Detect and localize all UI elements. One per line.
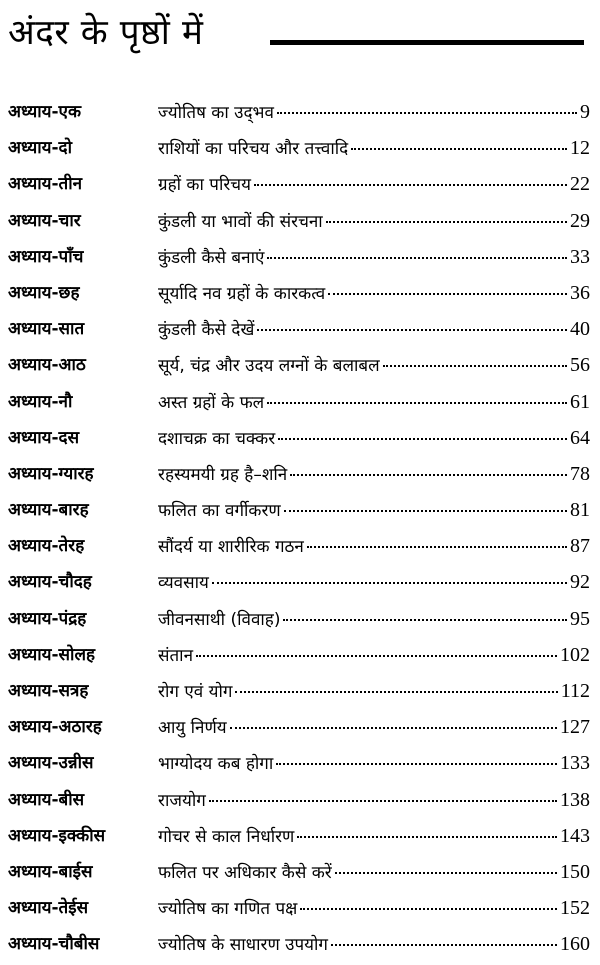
toc-entry xyxy=(158,786,590,815)
chapter-label: अध्याय-सत्रह xyxy=(8,681,89,701)
dot-leader xyxy=(257,329,567,331)
page-header xyxy=(8,8,592,58)
chapter-title: फलित पर अधिकार कैसे करें xyxy=(158,862,332,883)
toc-entry xyxy=(158,749,590,778)
toc-entry xyxy=(158,134,590,163)
chapter-label: अध्याय-पाँच xyxy=(8,246,84,267)
chapter-title: ज्योतिष के साधारण उपयोग xyxy=(158,935,328,956)
toc-row xyxy=(8,168,592,204)
page-number: 150 xyxy=(560,860,590,883)
chapter-title: भाग्योदय कब होगा xyxy=(158,754,274,775)
toc-row xyxy=(8,603,592,639)
dot-leader xyxy=(212,582,567,584)
toc-row xyxy=(8,820,592,856)
toc-entry xyxy=(158,822,590,851)
toc-row xyxy=(8,205,592,241)
chapter-title: ग्रहों का परिचय xyxy=(158,175,251,196)
toc-row xyxy=(8,566,592,602)
toc-entry xyxy=(158,894,590,923)
chapter-label: अध्याय-चार xyxy=(8,210,81,231)
chapter-title: फलित का वर्गीकरण xyxy=(158,501,281,522)
chapter-label: अध्याय-तेरह xyxy=(8,536,85,557)
toc-row xyxy=(8,675,592,711)
chapter-title: अस्त ग्रहों के फल xyxy=(158,392,265,413)
dot-leader xyxy=(277,112,577,114)
dot-leader xyxy=(290,474,567,476)
toc-entry xyxy=(158,315,590,344)
chapter-label: अध्याय-दो xyxy=(8,138,72,159)
page-number: 40 xyxy=(570,318,590,341)
chapter-title: दशाचक्र का चक्कर xyxy=(158,428,276,449)
toc-entry xyxy=(158,388,590,417)
chapter-title: राजयोग xyxy=(158,790,206,811)
page-number: 61 xyxy=(570,390,590,413)
chapter-title: संतान xyxy=(158,645,194,666)
chapter-label: अध्याय-अठारह xyxy=(8,717,102,738)
chapter-label: अध्याय-चौदह xyxy=(8,572,92,593)
toc-row xyxy=(8,494,592,530)
page-number: 127 xyxy=(560,716,590,739)
toc-entry xyxy=(158,424,590,453)
page-number: 29 xyxy=(570,209,590,232)
chapter-title: ज्योतिष का उद्‌भव xyxy=(158,103,274,123)
toc-row xyxy=(8,313,592,349)
dot-leader xyxy=(254,184,567,186)
page-number: 112 xyxy=(560,680,590,702)
dot-leader xyxy=(278,438,567,440)
page-number: 87 xyxy=(570,535,590,558)
toc-entry xyxy=(158,351,590,380)
toc-row xyxy=(8,458,592,494)
chapter-title: सौंदर्य या शारीरिक गठन xyxy=(158,537,304,558)
chapter-title: जीवनसाथी (विवाह) xyxy=(158,609,281,630)
chapter-title: रहस्यमयी ग्रह है–शनि xyxy=(158,464,288,485)
chapter-label: अध्याय-दस xyxy=(8,427,80,448)
chapter-title: आयु निर्णय xyxy=(158,718,227,739)
table-of-contents xyxy=(8,96,592,965)
chapter-title: रोग एवं योग xyxy=(158,682,233,702)
page-title: अंदर के पृष्ठों में xyxy=(8,13,204,53)
dot-leader xyxy=(196,655,557,657)
dot-leader xyxy=(297,836,557,838)
chapter-label: अध्याय-एक xyxy=(8,102,82,122)
page-number: 9 xyxy=(580,101,590,123)
toc-row xyxy=(8,422,592,458)
page-number: 102 xyxy=(560,643,590,666)
dot-leader xyxy=(283,619,567,621)
dot-leader xyxy=(230,727,557,729)
chapter-title: ज्योतिष का गणित पक्ष xyxy=(158,899,298,920)
toc-entry xyxy=(158,605,590,634)
chapter-label: अध्याय-उन्नीस xyxy=(8,753,94,774)
page-number: 143 xyxy=(560,824,590,847)
page-number: 12 xyxy=(570,137,590,160)
chapter-label: अध्याय-इक्कीस xyxy=(8,825,106,846)
chapter-label: अध्याय-ग्यारह xyxy=(8,463,94,484)
dot-leader xyxy=(284,510,567,512)
dot-leader xyxy=(209,800,557,802)
toc-entry xyxy=(158,279,590,308)
chapter-label: अध्याय-तीन xyxy=(8,174,83,195)
chapter-label: अध्याय-बीस xyxy=(8,789,85,810)
dot-leader xyxy=(276,763,557,765)
chapter-title: व्यवसाय xyxy=(158,573,209,594)
toc-entry xyxy=(158,641,590,670)
chapter-title: कुंडली कैसे देखें xyxy=(158,320,255,341)
toc-row xyxy=(8,784,592,820)
chapter-label: अध्याय-नौ xyxy=(8,391,73,412)
chapter-title: सूर्यादि नव ग्रहों के कारकत्व xyxy=(158,283,326,304)
chapter-label: अध्याय-सोलह xyxy=(8,644,96,665)
chapter-label: अध्याय-बारह xyxy=(8,500,89,521)
chapter-title: गोचर से काल निर्धारण xyxy=(158,826,295,847)
dot-leader xyxy=(383,365,567,367)
toc-row xyxy=(8,530,592,566)
toc-row xyxy=(8,277,592,313)
toc-row xyxy=(8,928,592,964)
toc-entry xyxy=(158,568,590,597)
dot-leader xyxy=(307,546,567,548)
toc-entry xyxy=(158,677,590,706)
toc-entry xyxy=(158,243,590,272)
chapter-title: कुंडली कैसे बनाएं xyxy=(158,247,265,268)
chapter-label: अध्याय-तेईस xyxy=(8,898,89,919)
page-number: 133 xyxy=(560,752,590,775)
toc-entry xyxy=(158,930,590,959)
dot-leader xyxy=(326,221,567,223)
toc-row xyxy=(8,349,592,385)
toc-entry xyxy=(158,858,590,887)
dot-leader xyxy=(267,402,567,404)
chapter-label: अध्याय-सात xyxy=(8,319,85,340)
page-number: 152 xyxy=(560,897,590,920)
page-number: 95 xyxy=(570,607,590,630)
dot-leader xyxy=(335,872,557,874)
dot-leader xyxy=(235,691,557,693)
dot-leader xyxy=(300,908,557,910)
page-number: 36 xyxy=(570,281,590,304)
toc-row xyxy=(8,892,592,928)
chapter-label: अध्याय-पंद्रह xyxy=(8,608,87,629)
page-number: 56 xyxy=(570,354,590,377)
toc-row xyxy=(8,241,592,277)
chapter-title: कुंडली या भावों की संरचना xyxy=(158,211,323,232)
toc-row xyxy=(8,711,592,747)
page-number: 22 xyxy=(570,173,590,196)
title-rule xyxy=(270,40,584,45)
toc-entry xyxy=(158,496,590,525)
toc-row xyxy=(8,132,592,168)
dot-leader xyxy=(267,257,567,259)
toc-entry xyxy=(158,98,590,127)
page-number: 81 xyxy=(570,499,590,522)
toc-entry xyxy=(158,207,590,236)
page-number: 92 xyxy=(570,571,590,594)
chapter-label: अध्याय-छह xyxy=(8,282,80,303)
dot-leader xyxy=(328,293,567,295)
toc-row xyxy=(8,96,592,132)
chapter-label: अध्याय-चौबीस xyxy=(8,934,100,955)
chapter-label: अध्याय-आठ xyxy=(8,355,86,376)
page-number: 64 xyxy=(570,426,590,449)
chapter-title: राशियों का परिचय और तत्त्वादि xyxy=(158,139,349,160)
page-number: 78 xyxy=(570,462,590,485)
toc-row xyxy=(8,856,592,892)
toc-entry xyxy=(158,713,590,742)
chapter-label: अध्याय-बाईस xyxy=(8,861,93,882)
toc-row xyxy=(8,386,592,422)
toc-entry xyxy=(158,460,590,489)
page-number: 160 xyxy=(560,933,590,956)
toc-row xyxy=(8,747,592,783)
dot-leader xyxy=(351,148,567,150)
dot-leader xyxy=(331,944,557,946)
chapter-title: सूर्य, चंद्र और उदय लग्नों के बलाबल xyxy=(158,356,380,377)
toc-entry xyxy=(158,170,590,199)
page-number: 138 xyxy=(560,788,590,811)
toc-row xyxy=(8,639,592,675)
toc-entry xyxy=(158,532,590,561)
page-number: 33 xyxy=(570,245,590,268)
